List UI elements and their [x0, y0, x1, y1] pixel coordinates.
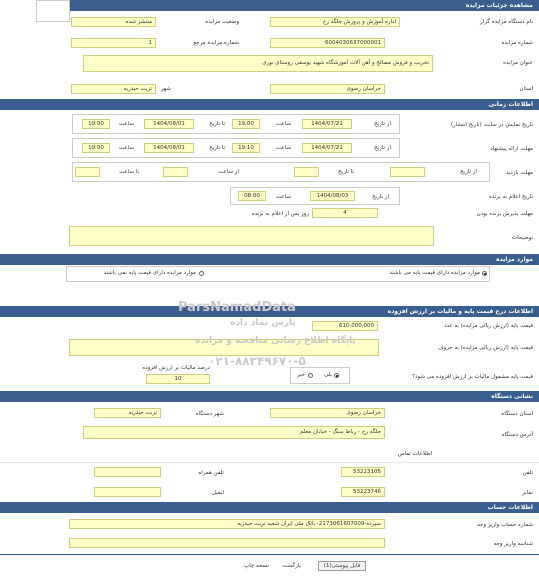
mobile-field	[94, 467, 161, 477]
offer-from-time: 19:10	[232, 143, 260, 153]
payment-id-field	[69, 538, 385, 548]
footer-divider	[0, 554, 539, 555]
base-price-field: 610,000,000	[312, 321, 378, 331]
account-number-field: سپرده-2173061607009- بانک ملی ایران شعبه تربت حیدریه	[69, 519, 385, 529]
accept-deadline-label: مهلت پذیرش برنده بودن	[476, 211, 533, 217]
city-field: تربت حیدریه	[71, 84, 156, 94]
page-title: مشاهده جزئیات مزایده	[70, 0, 539, 11]
description-field	[69, 226, 434, 246]
vat-no-label: خیر	[296, 372, 305, 378]
winner-time-label: ساعت	[276, 194, 291, 200]
has-base-price-radio[interactable]	[482, 271, 487, 276]
vat-yes-radio[interactable]	[334, 373, 339, 378]
winner-time: 08:00	[238, 191, 266, 201]
visit-from-label: از تاریخ	[460, 169, 477, 175]
section-org-address: نشانی دستگاه	[0, 391, 539, 402]
mobile-label: تلفن همراه	[198, 470, 224, 476]
fax-field: 53223746	[341, 487, 385, 497]
offer-from-label: از تاریخ	[374, 145, 391, 151]
offer-to-date: 1404/08/01	[144, 143, 194, 153]
accept-days-field: 4	[312, 208, 378, 218]
vat-yes-label: بلی	[324, 372, 332, 378]
city-label: شهر	[160, 86, 171, 92]
email-field	[94, 487, 161, 497]
subject-label: عنوان مزایده	[503, 60, 533, 66]
watermark-brand: ParsNamadData	[178, 300, 296, 315]
accept-days-suffix: روز پس از اعلام به برنده	[251, 211, 309, 217]
email-label: ایمیل	[211, 490, 224, 496]
offer-deadline-label: مهلت ارائه پیشنهاد	[490, 146, 533, 152]
org-label: نام دستگاه مزایده گزار	[480, 19, 533, 25]
visit-from-time	[163, 167, 188, 177]
offer-to-label: تا تاریخ	[209, 145, 225, 151]
org-city-field: تربت حیدریه	[94, 408, 161, 418]
visit-to-time	[75, 167, 100, 177]
org-city-label: شهر دستگاه	[195, 411, 224, 417]
ref-number-field: 1	[71, 38, 156, 48]
fax-label: نمابر	[522, 490, 533, 496]
watermark-fa1: پارس نماد داده	[230, 318, 296, 328]
corner-panel	[36, 0, 70, 22]
status-label: وضعیت مزایده	[205, 19, 239, 25]
offer-from-time-label: ساعت	[276, 145, 291, 151]
watermark-fa2: پایگاه اطلاع رسانی مناقصه و مزایده	[195, 336, 356, 346]
visit-to-label: تا تاریخ	[338, 169, 354, 175]
no-base-price-radio[interactable]	[199, 271, 204, 276]
has-base-price-label: موارد مزایده دارای قیمت پایه می باشند	[389, 270, 480, 276]
phone-label: تلفن	[522, 470, 533, 476]
number-field: 6004030637000001	[270, 38, 385, 48]
show-date-label: تاریخ نمایش در سایت (تاریخ انتشار)	[450, 122, 533, 128]
show-to-label: تا تاریخ	[209, 121, 225, 127]
description-label: توضیحات	[511, 235, 533, 241]
base-price-words-label: قیمت پایه (ارزش ریالی مزایده) به حروف	[437, 345, 533, 351]
visit-deadline-label: مهلت بازدید	[505, 170, 533, 176]
org-field: اداره آموزش و پرورش جلگه رخ	[270, 17, 400, 27]
show-to-time-label: ساعت	[119, 121, 134, 127]
section-price: اطلاعات درج قیمت پایه و مالیات بر ارزش افزوده	[0, 306, 539, 317]
province-field: خراسان رضوی	[270, 84, 385, 94]
divider	[0, 462, 539, 463]
show-to-date: 1404/08/01	[144, 119, 194, 129]
offer-to-time: 19:00	[82, 143, 110, 153]
section-items: موارد مزایده	[0, 254, 539, 265]
vat-percent-field: 10	[146, 374, 210, 384]
show-to-time: 19:00	[82, 119, 110, 129]
org-province-field: خراسان رضوی	[270, 408, 385, 418]
org-address-field: جلگه رخ - رباط سنگ - خیابان معلم	[83, 426, 385, 439]
winner-date: 1404/08/03	[310, 191, 355, 201]
show-from-date: 1404/07/21	[302, 119, 352, 129]
payment-id-label: شناسه واریز وجه	[493, 541, 533, 547]
vat-question-label: قیمت پایه مشمول مالیات بر ارزش افزوده می شود؟	[412, 374, 533, 380]
contact-info-label: اطلاعات تماس	[397, 451, 432, 457]
winner-announce-label: تاریخ اعلام به برنده	[488, 194, 533, 200]
back-link[interactable]: بازگشت	[282, 563, 301, 569]
offer-to-time-label: ساعت	[119, 145, 134, 151]
ref-number-label: شماره مزایده مرجع	[193, 40, 239, 46]
offer-from-date: 1404/07/21	[302, 143, 352, 153]
show-from-label: از تاریخ	[374, 121, 391, 127]
visit-from-date	[390, 167, 425, 177]
show-from-time-label: ساعت	[276, 121, 291, 127]
subject-field: تخریب و فروش مصالح و آهن آلات آموزشگاه شهید یوسفی روستای نوری	[83, 55, 433, 72]
number-label: شماره مزایده	[501, 40, 533, 46]
visit-to-time-label: تا ساعت	[119, 169, 139, 175]
province-label: استان	[519, 86, 533, 92]
org-province-label: استان دستگاه	[501, 411, 533, 417]
show-from-time: 19:00	[232, 119, 260, 129]
no-base-price-label: موارد مزایده دارای قیمت پایه نمی باشند	[103, 270, 196, 276]
winner-from-label: از تاریخ	[372, 194, 389, 200]
visit-to-date	[294, 167, 319, 177]
watermark-phone: ۰۲۱-۸۸۳۴۹۶۷۰-۵	[208, 354, 306, 368]
print-link[interactable]: نسخه چاپ	[244, 563, 269, 569]
account-number-label: شماره حساب واریز وجه	[477, 522, 533, 528]
vat-no-radio[interactable]	[308, 373, 313, 378]
section-times: اطلاعات زمانی	[0, 99, 539, 110]
base-price-label: قیمت پایه (ارزش ریالی مزایده) به عدد	[444, 323, 533, 329]
status-field: منتشر شده	[71, 17, 156, 27]
vat-percent-label: درصد مالیات بر ارزش افزوده	[142, 365, 210, 371]
org-address-label: آدرس دستگاه	[501, 432, 533, 438]
attachment-button[interactable]: فایل پیوستی(1)	[318, 561, 366, 571]
visit-from-time-label: از ساعت	[218, 169, 239, 175]
phone-field: 53223105	[341, 467, 385, 477]
section-account: اطلاعات حساب	[0, 502, 539, 513]
